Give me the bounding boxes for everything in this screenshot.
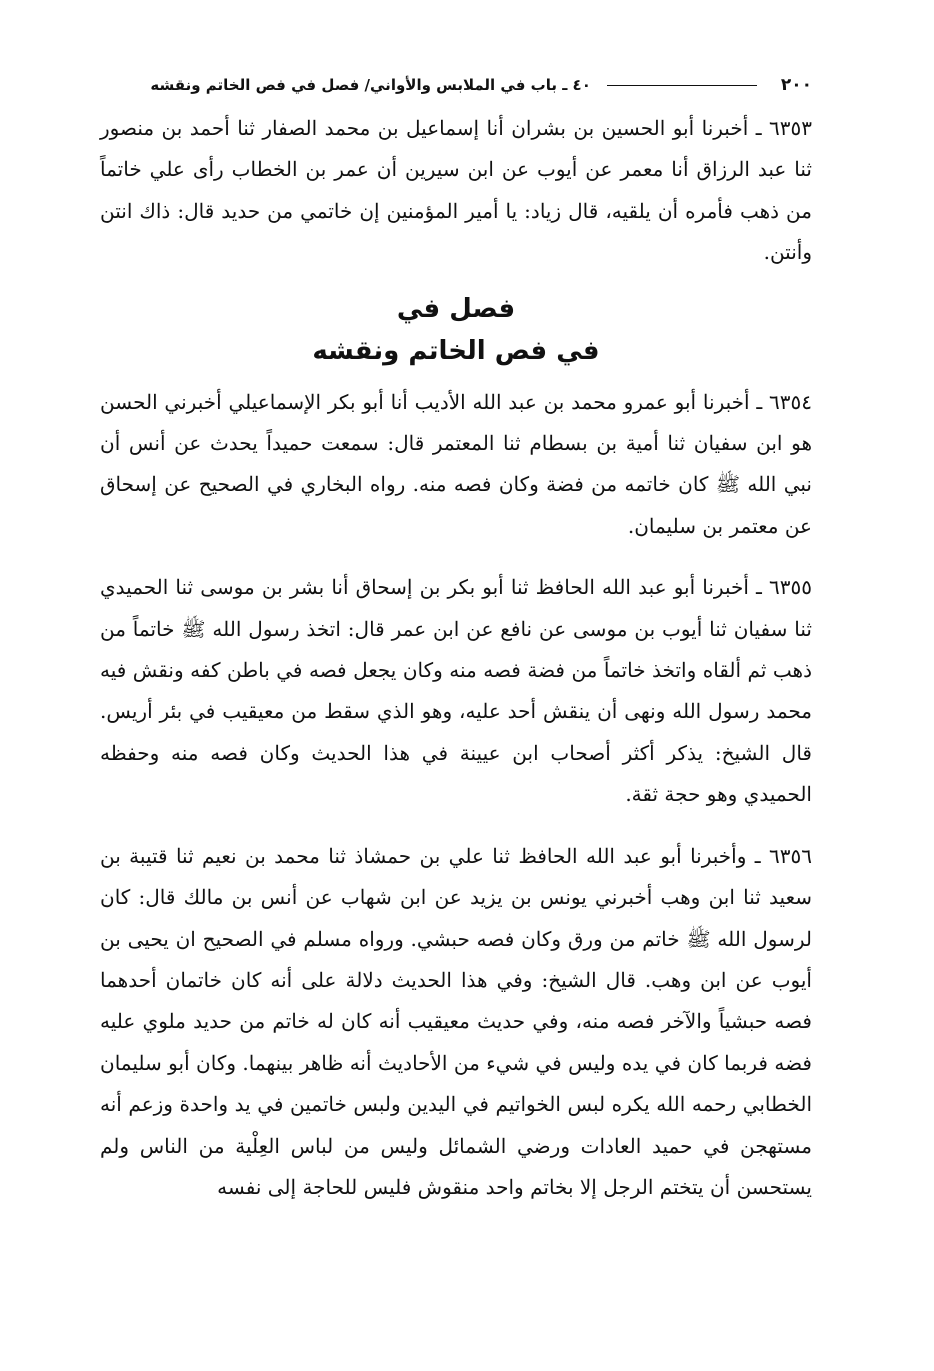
page-number: ٢٠٠ xyxy=(780,75,812,95)
hadith-6356 xyxy=(100,836,812,1209)
hadith-number: ٦٣٥٦ xyxy=(769,843,813,868)
section-heading xyxy=(100,288,812,372)
hadith-6354 xyxy=(100,382,812,548)
section-heading-line1: فصل في xyxy=(396,293,516,324)
book-page xyxy=(100,68,812,1228)
hadith-text: ـ أخبرنا أبو الحسين بن بشران أنا إسماعيل بن محمد الصفار ثنا أحمد بن منصور ثنا عبد الرزاق أنا معمر عن أيوب عن ابن سيرين أن عمر بن الخطاب رأى علي خاتماً من ذهب فأمره أن يلقيه، قال زياد: يا أمير المؤمنين إن خاتمي من حديد قال: ذاك انتن وأنتن. xyxy=(100,116,812,265)
hadith-6355 xyxy=(100,567,812,815)
hadith-6353 xyxy=(100,108,812,274)
hadith-text: ـ أخبرنا أبو عمرو محمد بن عبد الله الأديب أنا أبو بكر الإسماعيلي أخبرني الحسن هو ابن سفيان ثنا أمية بن بسطام ثنا المعتمر قال: سمعت حميداً يحدث عن أنس أن نبي الله ﷺ كان خاتمه من فضة وكان فصه منه. رواه البخاري في الصحيح عن إسحاق عن معتمر بن سليمان. xyxy=(100,389,812,538)
running-title: ٤٠ ـ باب في الملابس والأواني/ فصل في فص الخاتم ونقشه xyxy=(150,76,591,94)
running-header xyxy=(100,68,812,102)
header-rule xyxy=(607,85,757,86)
section-heading-line2: في فص الخاتم ونقشه xyxy=(312,335,600,366)
hadith-number: ٦٣٥٤ xyxy=(769,389,812,414)
hadith-number: ٦٣٥٣ xyxy=(769,116,812,140)
hadith-text: ـ وأخبرنا أبو عبد الله الحافظ ثنا علي بن حمشاذ ثنا محمد بن نعيم ثنا قتيبة بن سعيد ثنا ابن وهب أخبرني يونس بن يزيد عن ابن شهاب عن أنس بن مالك قال: كان لرسول الله ﷺ خاتم من ورق وكان فصه حبشي. ورواه مسلم في الصحيح ان يحيى بن أيوب عن ابن وهب. قال الشيخ: وفي هذا الحديث دلالة على أنه كان خاتمان أحدهما فصه حبشياً والآخر فصه منه، وفي حديث معيقيب أنه كان له خاتم من حديد ملوي عليه فضه فربما كان في يده وليس في شيء من الأحاديث أنه ظاهر بينهما. وكان أبو سليمان الخطابي رحمه الله يكره لبس الخواتيم في اليدين ولبس خاتمين في يد واحدة وزعم أنه مستهجن في حميد العادات ورضي الشمائل وليس من لباس العِلْية من الناس ولم يستحسن أن يتختم الرجل إلا بخاتم واحد منقوش فليس للحاجة إلى نفسه xyxy=(100,843,812,1199)
hadith-text: ـ أخبرنا أبو عبد الله الحافظ ثنا أبو بكر بن إسحاق أنا بشر بن موسى ثنا الحميدي ثنا سفيان ثنا أيوب بن موسى عن نافع عن ابن عمر قال: اتخذ رسول الله ﷺ خاتماً من ذهب ثم ألقاه واتخذ خاتماً من فضة فصه منه وكان يجعل فصه في باطن كفه ونقش فيه محمد رسول الله ونهى أن ينقش أحد عليه، وهو الذي سقط من معيقيب في بئر أريس. قال الشيخ: يذكر أكثر أصحاب ابن عيينة في هذا الحديث وكان فصه منه وحفظه الحميدي وهو حجة ثقة. xyxy=(100,575,812,807)
body-text xyxy=(100,108,812,1208)
hadith-number: ٦٣٥٥ xyxy=(769,575,812,600)
